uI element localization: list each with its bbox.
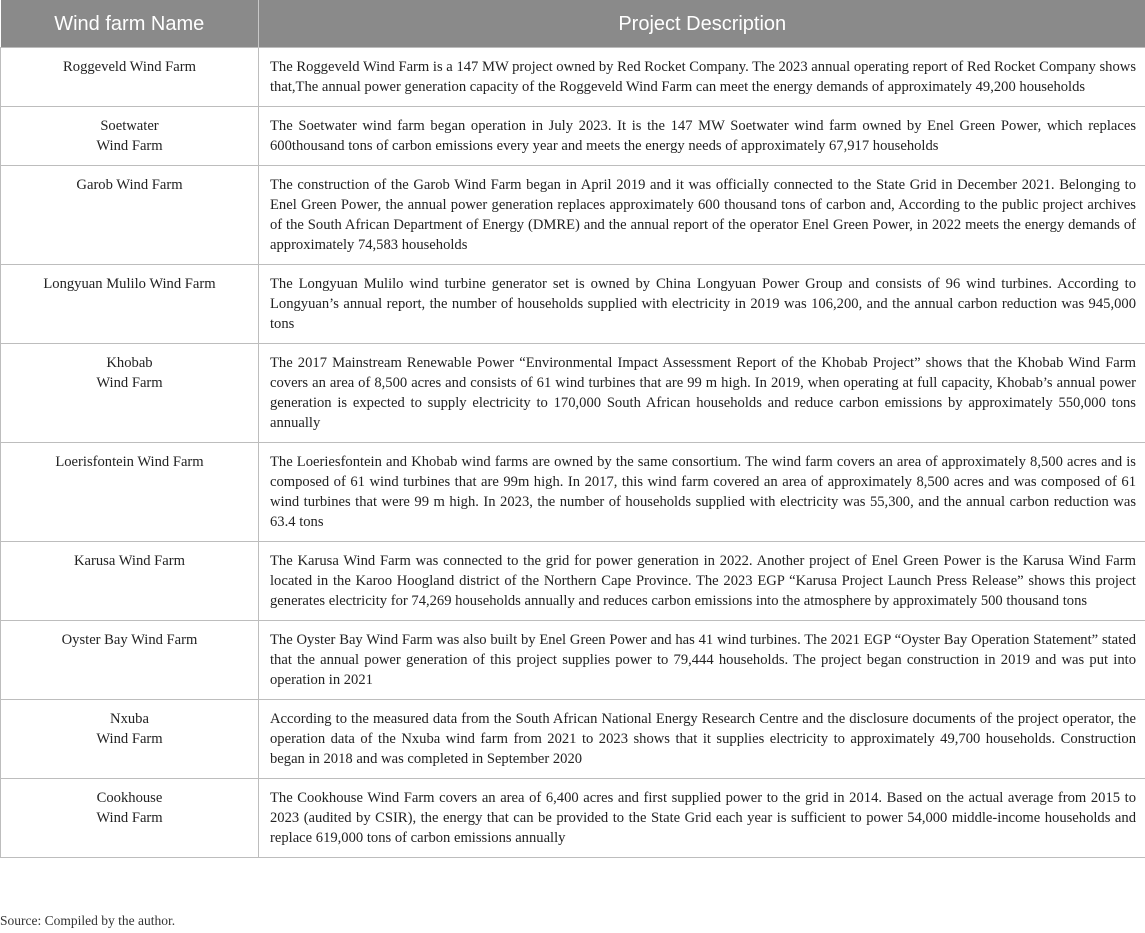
project-description-cell: The 2017 Mainstream Renewable Power “Environmental Impact Assessment Report of the Khobab Project” shows that the Khobab Wind Farm covers an area of 8,500 acres and consists of 61 wind turbines that are 99 m high. In 2019, when operating at full capacity, Khobab’s annual power generation is expected to supply electricity to 170,000 South African households and reduce carbon emissions by approximately 550,000 tons annually bbox=[259, 344, 1145, 443]
wind-farm-name-cell: Cookhouse Wind Farm bbox=[1, 779, 259, 858]
project-description-cell: The construction of the Garob Wind Farm began in April 2019 and it was officially connected to the State Grid in December 2021. Belonging to Enel Green Power, the annual power generation replaces approximately 600 thousand tons of carbon and, According to the public project archives of the South African Department of Energy (DMRE) and the annual report of the operator Enel Green Power, in 2022 meets the energy demands of approximately 74,583 households bbox=[259, 166, 1145, 265]
table-row bbox=[1, 542, 1145, 621]
wind-farm-name-cell: Oyster Bay Wind Farm bbox=[1, 621, 259, 700]
table-row bbox=[1, 107, 1145, 166]
wind-farm-name-cell: Khobab Wind Farm bbox=[1, 344, 259, 443]
wind-farm-name-cell: Loerisfontein Wind Farm bbox=[1, 443, 259, 542]
table-row bbox=[1, 443, 1145, 542]
project-description-cell: The Loeriesfontein and Khobab wind farms are owned by the same consortium. The wind farm covers an area of approximately 8,500 acres and is composed of 61 wind turbines that are 99m high. In 2017, this wind farm covered an area of approximately 8,500 acres and was composed of 61 wind turbines that were 99 m high. In 2023, the number of households supplied with electricity was 55,300, and the annual carbon reduction was 63.4 tons bbox=[259, 443, 1145, 542]
table-row bbox=[1, 700, 1145, 779]
wind-farm-name-cell: Karusa Wind Farm bbox=[1, 542, 259, 621]
table-row bbox=[1, 48, 1145, 107]
table-row bbox=[1, 621, 1145, 700]
table-row bbox=[1, 166, 1145, 265]
wind-farm-name-cell: Nxuba Wind Farm bbox=[1, 700, 259, 779]
source-note: Source: Compiled by the author. bbox=[0, 913, 176, 928]
table-row bbox=[1, 344, 1145, 443]
header-row bbox=[1, 0, 1145, 48]
project-description-cell: The Karusa Wind Farm was connected to the grid for power generation in 2022. Another project of Enel Green Power is the Karusa Wind Farm located in the Karoo Hoogland district of the Northern Cape Province. The 2023 EGP “Karusa Project Launch Press Release” shows this project generates electricity for 74,269 households annually and reduces carbon emissions into the atmosphere by approximately 500 thousand tons bbox=[259, 542, 1145, 621]
table-row bbox=[1, 265, 1145, 344]
wind-farm-name-cell: Soetwater Wind Farm bbox=[1, 107, 259, 166]
project-description-cell: The Oyster Bay Wind Farm was also built by Enel Green Power and has 41 wind turbines. The 2021 EGP “Oyster Bay Operation Statement” stated that the annual power generation of this project supplies power to 79,444 households. The project began construction in 2019 and was put into operation in 2021 bbox=[259, 621, 1145, 700]
wind-farm-name-cell: Longyuan Mulilo Wind Farm bbox=[1, 265, 259, 344]
project-description-cell: The Soetwater wind farm began operation in July 2023. It is the 147 MW Soetwater wind farm owned by Enel Green Power, which replaces 600thousand tons of carbon emissions every year and meets the energy needs of approximately 67,917 households bbox=[259, 107, 1145, 166]
project-description-cell: The Roggeveld Wind Farm is a 147 MW project owned by Red Rocket Company. The 2023 annual operating report of Red Rocket Company shows that,The annual power generation capacity of the Roggeveld Wind Farm can meet the energy demands of approximately 49,200 households bbox=[259, 48, 1145, 107]
project-description-cell: The Longyuan Mulilo wind turbine generator set is owned by China Longyuan Power Group and consists of 96 wind turbines. According to Longyuan’s annual report, the number of households supplied with electricity in 2019 was 106,200, and the annual carbon reduction was 945,000 tons bbox=[259, 265, 1145, 344]
wind-farm-name-cell: Garob Wind Farm bbox=[1, 166, 259, 265]
project-description-cell: The Cookhouse Wind Farm covers an area of 6,400 acres and first supplied power to the grid in 2014. Based on the actual average from 2015 to 2023 (audited by CSIR), the energy that can be provided to the State Grid each year is sufficient to power 54,000 middle-income households and replace 619,000 tons of carbon emissions annually bbox=[259, 779, 1145, 858]
table-header bbox=[1, 0, 1145, 48]
header-project-description: Project Description bbox=[259, 0, 1145, 48]
header-wind-farm-name: Wind farm Name bbox=[1, 0, 259, 48]
wind-farm-name-cell: Roggeveld Wind Farm bbox=[1, 48, 259, 107]
table-body bbox=[1, 48, 1145, 858]
project-description-cell: According to the measured data from the South African National Energy Research Centre and the disclosure documents of the project operator, the operation data of the Nxuba wind farm from 2021 to 2023 shows that it supplies electricity to approximately 49,700 households. Construction began in 2018 and was completed in September 2020 bbox=[259, 700, 1145, 779]
table-row bbox=[1, 779, 1145, 858]
